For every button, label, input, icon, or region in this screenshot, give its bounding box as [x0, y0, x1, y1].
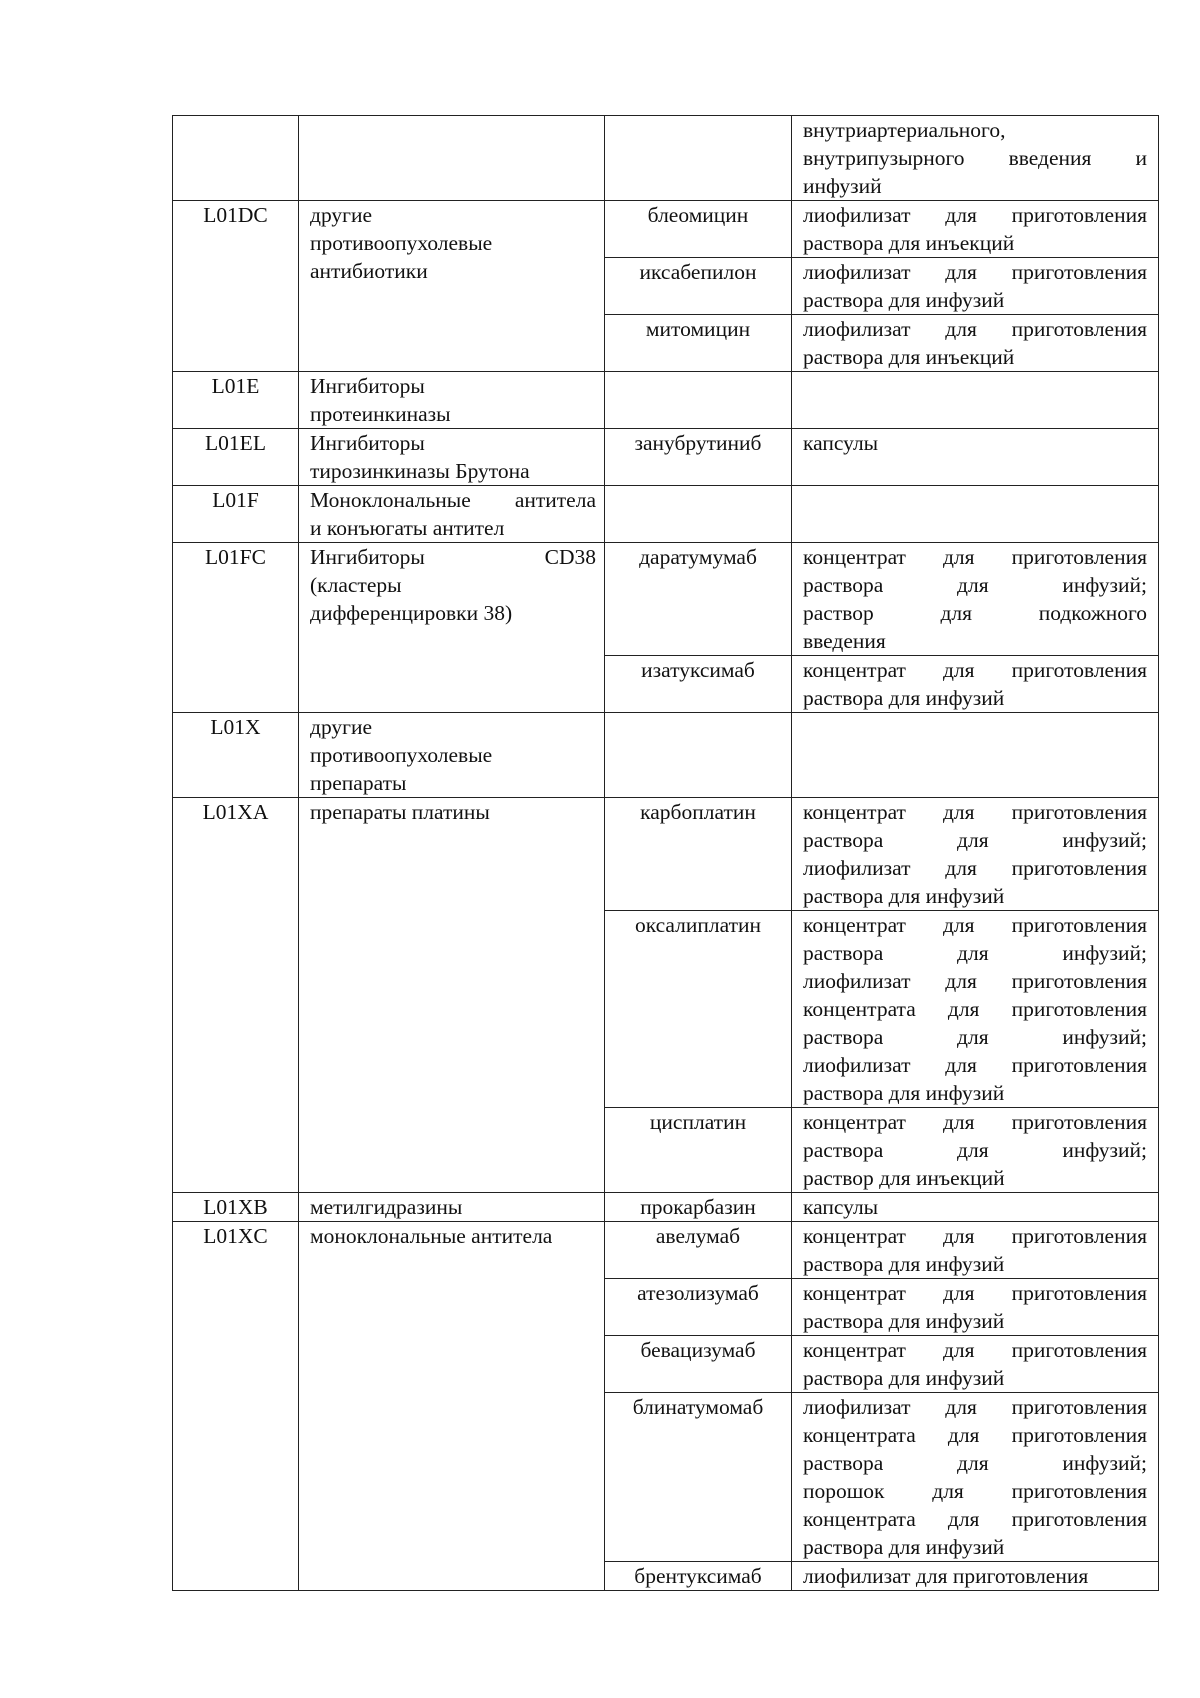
text-line: раствор для подкожного — [803, 601, 1147, 625]
group-name-line: Ингибиторы — [310, 431, 425, 455]
drug-name: блеомицин — [647, 203, 749, 227]
group-name-line: моноклональные антитела — [310, 1224, 553, 1248]
group-name-line: Моноклональные антитела — [310, 488, 596, 512]
text-line: раствора для инфузий — [803, 288, 1005, 312]
text-line: раствора для инфузий — [803, 884, 1005, 908]
drug-name-cell — [605, 116, 792, 201]
text-line: капсулы — [803, 1195, 879, 1219]
dosage-form-cell — [792, 656, 1159, 713]
dosage-form-cell — [792, 1222, 1159, 1279]
drug-name: прокарбазин — [640, 1195, 756, 1219]
drug-name-cell — [605, 1336, 792, 1393]
text-line: раствора для инфузий; — [803, 1025, 1147, 1049]
table-row — [173, 543, 1159, 656]
text-line: раствора для инфузий — [803, 1081, 1005, 1105]
group-name-line: и конъюгаты антител — [310, 516, 505, 540]
group-name-line: другие — [310, 715, 373, 739]
drug-name-cell — [605, 1279, 792, 1336]
text-line: концентрат для приготовления — [803, 658, 1147, 682]
dosage-form-cell — [792, 1393, 1159, 1562]
group-name-cell — [299, 372, 605, 429]
group-name-line: метилгидразины — [310, 1195, 463, 1219]
table-row — [173, 1193, 1159, 1222]
atc-code: L01DC — [203, 203, 268, 227]
group-name-cell — [299, 116, 605, 201]
atc-code-cell — [173, 713, 299, 798]
atc-code-cell — [173, 1222, 299, 1591]
text-line: лиофилизат для приготовления — [803, 856, 1147, 880]
text-line: концентрата для приготовления — [803, 1423, 1147, 1447]
text-line: раствора для инъекций — [803, 231, 1015, 255]
atc-code-cell — [173, 1193, 299, 1222]
text-line: концентрата для приготовления — [803, 997, 1147, 1021]
drug-name-cell — [605, 713, 792, 798]
group-name-cell — [299, 1193, 605, 1222]
drug-name: брентуксимаб — [634, 1564, 762, 1588]
dosage-form-cell — [792, 1562, 1159, 1591]
table-row — [173, 1222, 1159, 1279]
text-line: раствора для инъекций — [803, 345, 1015, 369]
table-row — [173, 116, 1159, 201]
dosage-form-cell — [792, 486, 1159, 543]
table-row — [173, 713, 1159, 798]
atc-code-cell — [173, 372, 299, 429]
atc-code-cell — [173, 543, 299, 713]
group-name-line: протеинкиназы — [310, 402, 451, 426]
text-line: лиофилизат для приготовления — [803, 969, 1147, 993]
text-line: раствора для инфузий; — [803, 1138, 1147, 1162]
text-line: раствора для инфузий — [803, 1535, 1005, 1559]
text-line: раствора для инфузий — [803, 1309, 1005, 1333]
text-line: концентрат для приготовления — [803, 1338, 1147, 1362]
group-name-cell — [299, 486, 605, 543]
drug-name-cell — [605, 372, 792, 429]
group-name-cell — [299, 1222, 605, 1591]
text-line: раствора для инфузий; — [803, 573, 1147, 597]
table-row — [173, 372, 1159, 429]
dosage-form-cell — [792, 116, 1159, 201]
atc-code-cell — [173, 486, 299, 543]
drug-name-cell — [605, 1393, 792, 1562]
dosage-form-cell — [792, 1279, 1159, 1336]
group-name-line: противоопухолевые — [310, 743, 493, 767]
text-line: лиофилизат для приготовления — [803, 1564, 1089, 1588]
dosage-form-cell — [792, 201, 1159, 258]
drug-name: карбоплатин — [640, 800, 756, 824]
drug-name: оксалиплатин — [634, 913, 762, 937]
text-line: порошок для приготовления — [803, 1479, 1147, 1503]
table-row — [173, 798, 1159, 911]
drug-name-cell — [605, 543, 792, 656]
drug-name-cell — [605, 486, 792, 543]
drug-name-cell — [605, 315, 792, 372]
text-line: раствора для инфузий; — [803, 828, 1147, 852]
text-line: концентрат для приготовления — [803, 1224, 1147, 1248]
atc-code-cell — [173, 201, 299, 372]
drug-name-cell — [605, 656, 792, 713]
text-line: внутриартериального, — [803, 118, 1006, 142]
dosage-form-cell — [792, 315, 1159, 372]
group-name-cell — [299, 543, 605, 713]
text-line: инфузий — [803, 174, 882, 198]
dosage-form-cell — [792, 372, 1159, 429]
drug-name: авелумаб — [655, 1224, 741, 1248]
atc-code: L01XB — [203, 1195, 268, 1219]
group-name-line: антибиотики — [310, 259, 428, 283]
drug-name: изатуксимаб — [641, 658, 755, 682]
atc-code: L01XC — [203, 1224, 268, 1248]
text-line: раствора для инфузий — [803, 1252, 1005, 1276]
drug-name-cell — [605, 798, 792, 911]
text-line: введения — [803, 629, 886, 653]
atc-code: L01XA — [202, 800, 269, 824]
drug-name-cell — [605, 1108, 792, 1193]
atc-code: L01EL — [205, 431, 266, 455]
text-line: концентрат для приготовления — [803, 1110, 1147, 1134]
text-line: раствора для инфузий; — [803, 941, 1147, 965]
text-line: раствора для инфузий; — [803, 1451, 1147, 1475]
drug-name-cell — [605, 201, 792, 258]
group-name-cell — [299, 429, 605, 486]
drug-name: цисплатин — [649, 1110, 747, 1134]
drug-name: атезолизумаб — [637, 1281, 759, 1305]
group-name-line: тирозинкиназы Брутона — [310, 459, 530, 483]
text-line: внутрипузырного введения и — [803, 146, 1147, 170]
drug-name: блинатумомаб — [632, 1395, 764, 1419]
dosage-form-cell — [792, 1108, 1159, 1193]
drug-name: даратумумаб — [639, 545, 757, 569]
table-row — [173, 201, 1159, 258]
group-name-line: (кластеры — [310, 573, 402, 597]
text-line: раствор для инъекций — [803, 1166, 1005, 1190]
group-name-line: Ингибиторы CD38 — [310, 545, 596, 569]
drug-name-cell — [605, 1222, 792, 1279]
drug-name-cell — [605, 1193, 792, 1222]
atc-code-cell — [173, 116, 299, 201]
drug-name-cell — [605, 911, 792, 1108]
atc-code-cell — [173, 429, 299, 486]
text-line: концентрат для приготовления — [803, 1281, 1147, 1305]
text-line: раствора для инфузий — [803, 1366, 1005, 1390]
text-line: лиофилизат для приготовления — [803, 1053, 1147, 1077]
drug-name: митомицин — [645, 317, 751, 341]
dosage-form-cell — [792, 543, 1159, 656]
drug-classification-table — [172, 115, 1159, 1591]
table-body — [173, 116, 1159, 1591]
drug-name-cell — [605, 258, 792, 315]
dosage-form-cell — [792, 1336, 1159, 1393]
group-name-cell — [299, 201, 605, 372]
dosage-form-cell — [792, 429, 1159, 486]
dosage-form-cell — [792, 1193, 1159, 1222]
dosage-form-cell — [792, 258, 1159, 315]
group-name-line: другие — [310, 203, 373, 227]
atc-code: L01E — [211, 374, 260, 398]
drug-name: бевацизумаб — [640, 1338, 756, 1362]
text-line: концентрат для приготовления — [803, 800, 1147, 824]
text-line: лиофилизат для приготовления — [803, 1395, 1147, 1419]
text-line: раствора для инфузий — [803, 686, 1005, 710]
text-line: капсулы — [803, 431, 879, 455]
dosage-form-cell — [792, 911, 1159, 1108]
dosage-form-cell — [792, 713, 1159, 798]
group-name-cell — [299, 798, 605, 1193]
drug-name: занубрутиниб — [634, 431, 762, 455]
group-name-line: дифференцировки 38) — [310, 601, 513, 625]
group-name-line: противоопухолевые — [310, 231, 493, 255]
atc-code-cell — [173, 798, 299, 1193]
text-line: лиофилизат для приготовления — [803, 260, 1147, 284]
drug-name-cell — [605, 429, 792, 486]
atc-code: L01X — [210, 715, 261, 739]
group-name-line: Ингибиторы — [310, 374, 425, 398]
group-name-line: препараты — [310, 771, 407, 795]
table-row — [173, 429, 1159, 486]
dosage-form-cell — [792, 798, 1159, 911]
text-line: концентрат для приготовления — [803, 545, 1147, 569]
text-line: концентрат для приготовления — [803, 913, 1147, 937]
group-name-cell — [299, 713, 605, 798]
group-name-line: препараты платины — [310, 800, 490, 824]
atc-code: L01FC — [205, 545, 266, 569]
atc-code: L01F — [212, 488, 259, 512]
drug-name: иксабепилон — [639, 260, 757, 284]
text-line: концентрата для приготовления — [803, 1507, 1147, 1531]
text-line: лиофилизат для приготовления — [803, 203, 1147, 227]
drug-name-cell — [605, 1562, 792, 1591]
text-line: лиофилизат для приготовления — [803, 317, 1147, 341]
table-row — [173, 486, 1159, 543]
